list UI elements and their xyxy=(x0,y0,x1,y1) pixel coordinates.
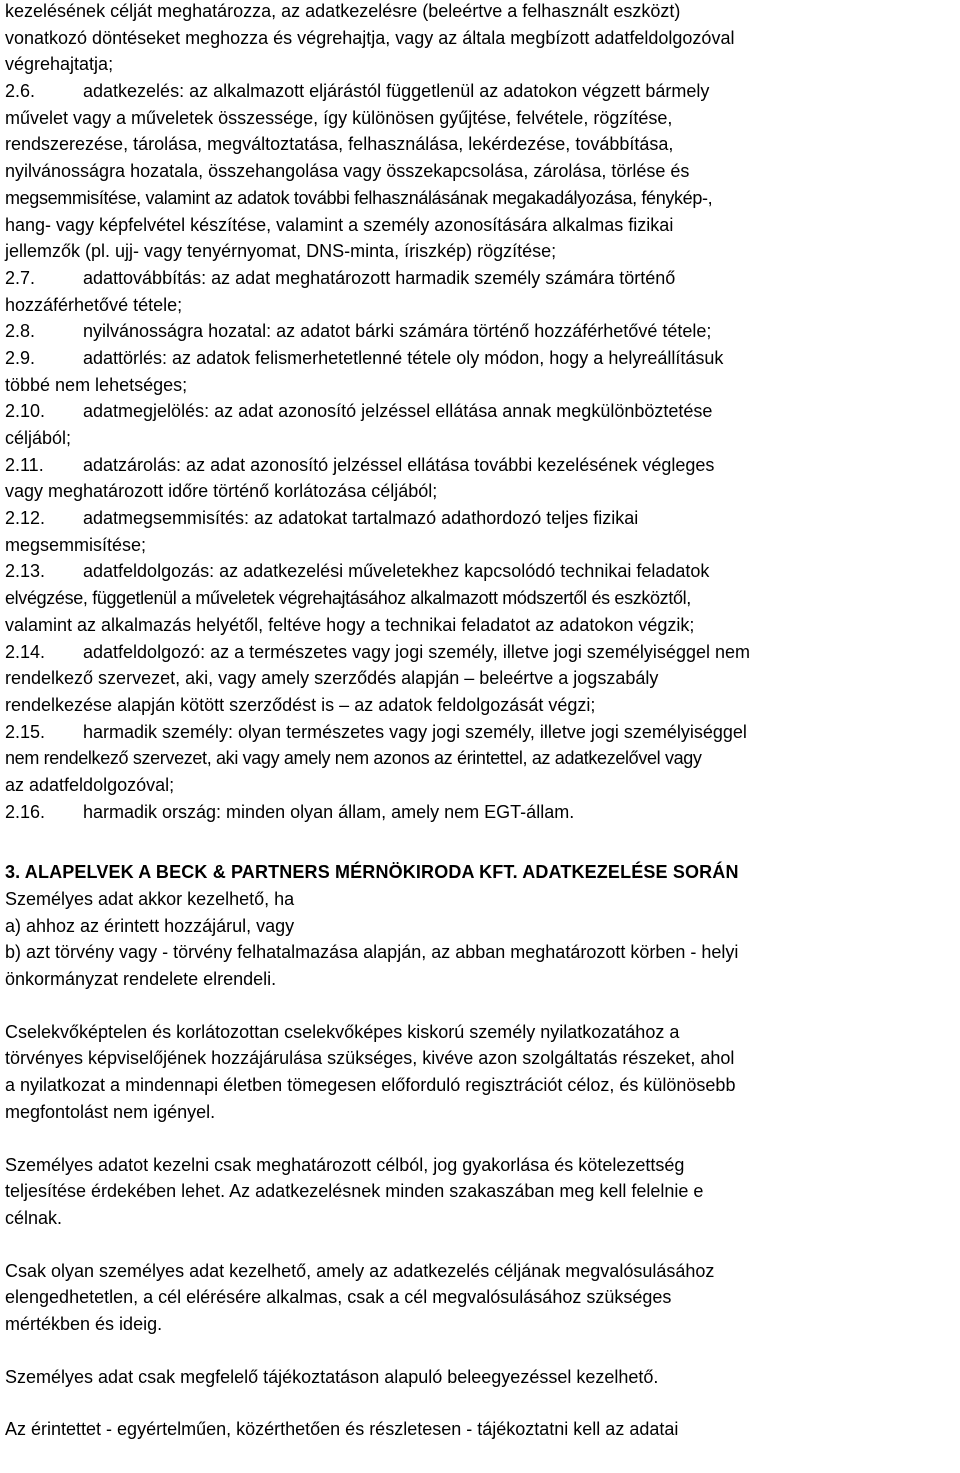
document-page xyxy=(5,0,955,1443)
spacer xyxy=(5,1338,955,1364)
definition-text: adattovábbítás: az adat meghatározott harmadik személy számára történő xyxy=(83,267,676,288)
text-line: Cselekvőképtelen és korlátozottan cselekvőképes kiskorú személy nyilatkozatához a xyxy=(5,1021,680,1042)
text-line: b) azt törvény vagy - törvény felhatalmazása alapján, az abban meghatározott körben - helyi xyxy=(5,942,739,963)
text-line: mértékben és ideig. xyxy=(5,1313,163,1334)
definition-2-8 xyxy=(5,318,955,345)
text-line: az adatfeldolgozóval; xyxy=(5,774,175,795)
text-line: rendelkező szervezet, aki, vagy amely szerződés alapján – beleértve a jogszabály xyxy=(5,668,659,689)
text-line: céljából; xyxy=(5,428,72,448)
definition-2-12 xyxy=(5,505,955,532)
definition-number: 2.13. xyxy=(5,561,46,582)
definition-number: 2.14. xyxy=(5,641,46,662)
text-line: Személyes adatot kezelni csak meghatározott célból, jog gyakorlása és kötelezettség xyxy=(5,1154,685,1175)
text-line: célnak. xyxy=(5,1207,63,1228)
text-line: megsemmisítése; xyxy=(5,534,147,555)
spacer xyxy=(5,825,955,859)
text-line: hozzáférhetővé tétele; xyxy=(5,294,183,315)
definition-number: 2.11. xyxy=(5,454,44,475)
text-line: elvégzése, függetlenül a műveletek végrehajtásához alkalmazott módszertől és eszköztől, xyxy=(5,588,691,609)
text-line: végrehajtatja; xyxy=(5,54,114,75)
spacer xyxy=(5,1232,955,1258)
spacer xyxy=(5,1126,955,1152)
definition-text: adattörlés: az adatok felismerhetetlenné tétele oly módon, hogy a helyreállításuk xyxy=(83,347,724,368)
text-line: művelet vagy a műveletek összessége, így különösen gyűjtése, felvétele, rögzítése, xyxy=(5,107,673,128)
text-line: Csak olyan személyes adat kezelhető, amely az adatkezelés céljának megvalósulásához xyxy=(5,1260,715,1281)
text-line: Személyes adat akkor kezelhető, ha xyxy=(5,889,295,909)
text-line: kezelésének célját meghatározza, az adatkezelésre (beleértve a felhasznált eszközt) xyxy=(5,1,681,21)
definition-number: 2.12. xyxy=(5,508,46,529)
text-line: teljesítése érdekében lehet. Az adatkezelésnek minden szakaszában meg kell felelnie e xyxy=(5,1181,704,1202)
text-line: törvényes képviselőjének hozzájárulása szükséges, kivéve azon szolgáltatás részeket, ahol xyxy=(5,1048,735,1069)
text-line: többé nem lehetséges; xyxy=(5,374,188,395)
text-line: vonatkozó döntéseket meghozza és végrehajtja, vagy az általa megbízott adatfeldolgozóval xyxy=(5,27,735,48)
definition-text: harmadik személy: olyan természetes vagy jogi személy, illetve jogi személyiséggel xyxy=(83,721,747,742)
definition-2-14 xyxy=(5,639,955,666)
definition-text: adatfeldolgozás: az adatkezelési műveletekhez kapcsolódó technikai feladatok xyxy=(83,561,710,582)
text-line: Személyes adat csak megfelelő tájékoztatáson alapuló beleegyezéssel kezelhető. xyxy=(5,1366,659,1387)
definition-2-6 xyxy=(5,78,955,105)
text-line: nyilvánosságra hozatala, összehangolása vagy összekapcsolása, zárolása, törlése és xyxy=(5,161,690,182)
text-line: nem rendelkező szervezet, aki vagy amely nem azonos az érintettel, az adatkezelővel vagy xyxy=(5,748,702,769)
text-line: jellemzők (pl. ujj- vagy tenyérnyomat, DNS-minta, íriszkép) rögzítése; xyxy=(5,241,557,262)
text-line: önkormányzat rendelete elrendeli. xyxy=(5,969,277,990)
definition-2-10 xyxy=(5,398,955,425)
definition-number: 2.10. xyxy=(5,401,46,422)
definition-number: 2.9. xyxy=(5,347,36,368)
definition-2-13 xyxy=(5,558,955,585)
definition-2-7 xyxy=(5,265,955,292)
definition-number: 2.7. xyxy=(5,267,36,288)
definition-2-16 xyxy=(5,799,955,826)
text-line: valamint az alkalmazás helyétől, feltéve hogy a technikai feladatot az adatokon végzik; xyxy=(5,614,695,635)
section-heading: 3. ALAPELVEK A BECK & PARTNERS MÉRNÖKIRODA KFT. ADATKEZELÉSE SORÁN xyxy=(5,862,739,883)
text-line: rendelkezése alapján kötött szerződést is – az adatok feldolgozását végzi; xyxy=(5,694,596,715)
text-line: elengedhetetlen, a cél elérésére alkalmas, csak a cél megvalósulásához szükséges xyxy=(5,1287,672,1308)
definition-number: 2.16. xyxy=(5,801,46,822)
spacer xyxy=(5,1390,955,1416)
text-line: hang- vagy képfelvétel készítése, valamint a személy azonosítására alkalmas fizikai xyxy=(5,214,674,235)
definition-number: 2.15. xyxy=(5,721,46,742)
definition-text: nyilvánosságra hozatal: az adatot bárki számára történő hozzáférhetővé tétele; xyxy=(83,321,712,342)
text-line: megfontolást nem igényel. xyxy=(5,1101,216,1122)
text-line: Az érintettet - egyértelműen, közérthetően és részletesen - tájékoztatni kell az adatai xyxy=(5,1419,679,1440)
definition-text: adatmegsemmisítés: az adatokat tartalmazó adathordozó teljes fizikai xyxy=(83,508,639,529)
spacer xyxy=(5,993,955,1019)
definition-text: adatzárolás: az adat azonosító jelzéssel ellátása további kezelésének végleges xyxy=(83,454,715,475)
definition-text: adatfeldolgozó: az a természetes vagy jogi személy, illetve jogi személyiséggel nem xyxy=(83,641,750,662)
text-line: megsemmisítése, valamint az adatok további felhasználásának megakadályozása, fénykép-, xyxy=(5,187,713,208)
text-line: a nyilatkozat a mindennapi életben tömegesen előforduló regisztrációt céloz, és különösebb xyxy=(5,1075,736,1096)
definition-number: 2.6. xyxy=(5,81,36,102)
definition-text: adatkezelés: az alkalmazott eljárástól függetlenül az adatokon végzett bármely xyxy=(83,81,710,102)
definition-text: adatmegjelölés: az adat azonosító jelzéssel ellátása annak megkülönböztetése xyxy=(83,401,713,422)
definition-text: harmadik ország: minden olyan állam, amely nem EGT-állam. xyxy=(83,801,575,822)
definition-2-15 xyxy=(5,719,955,746)
text-line: rendszerezése, tárolása, megváltoztatása, felhasználása, lekérdezése, továbbítása, xyxy=(5,134,674,155)
definition-2-11 xyxy=(5,452,955,479)
text-line: vagy meghatározott időre történő korlátozása céljából; xyxy=(5,481,438,502)
definition-2-9 xyxy=(5,345,955,372)
definition-number: 2.8. xyxy=(5,321,36,342)
text-line: a) ahhoz az érintett hozzájárul, vagy xyxy=(5,915,295,936)
